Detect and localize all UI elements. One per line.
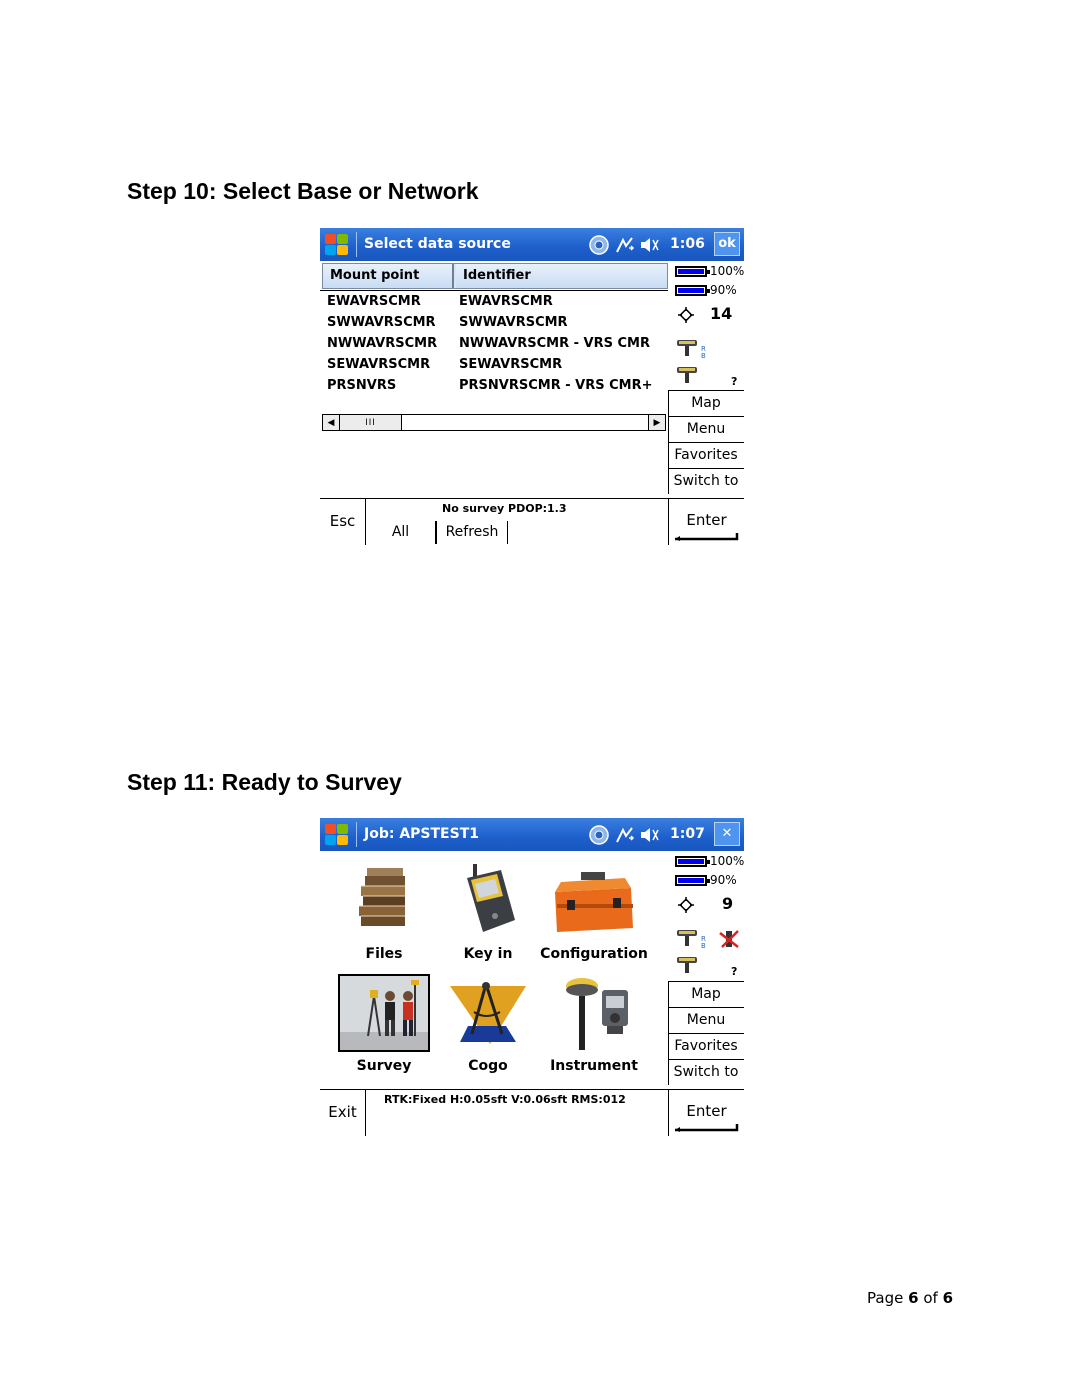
surveyors-icon <box>340 976 428 1050</box>
enter-label: Enter <box>686 1102 727 1120</box>
unknown-status: ? <box>731 375 738 388</box>
clock: 1:07 <box>670 826 705 842</box>
exit-button[interactable]: Exit <box>320 1090 366 1136</box>
receiver-icon[interactable] <box>676 929 698 947</box>
bottom-bar <box>320 1089 744 1135</box>
cogo-label: Cogo <box>468 1058 508 1074</box>
bottom-bar <box>320 498 744 544</box>
identifier-cell: EWAVRSCMR <box>459 294 553 309</box>
instrument-icon <box>552 974 636 1052</box>
table-row[interactable] <box>320 376 668 397</box>
battery-level-2: 90% <box>710 873 737 887</box>
step-10-heading: Step 10: Select Base or Network <box>127 178 479 204</box>
job-main-screen <box>320 818 744 1136</box>
page-number <box>867 1289 953 1307</box>
enter-arrow-icon <box>675 1124 739 1132</box>
cogo-app[interactable] <box>438 972 538 1082</box>
clock: 1:06 <box>670 236 705 252</box>
table-header <box>322 263 668 289</box>
satellite-count: 9 <box>722 894 734 913</box>
rtk-status: RTK:Fixed H:0.05sft V:0.06sft RMS:012 <box>384 1093 626 1106</box>
battery-icon <box>675 266 707 277</box>
battery-level-1: 100% <box>710 854 744 868</box>
close-button[interactable]: ✕ <box>714 822 740 846</box>
identifier-cell: PRSNVRSCMR - VRS CMR+ <box>459 378 653 393</box>
files-label: Files <box>365 946 403 962</box>
menu-button[interactable]: Menu <box>668 416 744 442</box>
scroll-right-icon[interactable]: ▶ <box>648 415 665 430</box>
battery-level-1: 100% <box>710 264 744 278</box>
toolbox-icon <box>551 870 637 934</box>
favorites-button[interactable]: Favorites <box>668 442 744 468</box>
mount-point-cell: PRSNVRS <box>327 378 397 393</box>
window-title: Job: APSTEST1 <box>364 826 479 842</box>
volume-icon[interactable] <box>638 234 660 256</box>
window-title: Select data source <box>364 236 511 252</box>
no-link-icon[interactable] <box>718 927 740 949</box>
identifier-cell: SWWAVRSCMR <box>459 315 568 330</box>
scroll-thumb[interactable]: III <box>340 415 402 430</box>
receiver-icon[interactable] <box>676 366 698 384</box>
table-row[interactable] <box>320 355 668 376</box>
configuration-app[interactable] <box>538 858 650 968</box>
map-button[interactable]: Map <box>668 981 744 1007</box>
survey-label: Survey <box>356 1058 412 1074</box>
configuration-label: Configuration <box>540 946 648 962</box>
table-row[interactable] <box>320 313 668 334</box>
instrument-app[interactable] <box>538 972 650 1082</box>
battery-icon <box>675 856 707 867</box>
connectivity-icon[interactable] <box>614 234 636 256</box>
radio-base-indicator: R B <box>701 345 706 360</box>
enter-arrow-icon <box>675 533 739 541</box>
menu-button[interactable]: Menu <box>668 1007 744 1033</box>
page-mid: of <box>918 1289 943 1307</box>
table-row[interactable] <box>320 292 668 313</box>
page-prefix: Page <box>867 1289 909 1307</box>
esc-button[interactable]: Esc <box>320 499 366 545</box>
identifier-cell: SEWAVRSCMR <box>459 357 563 372</box>
title-bar <box>320 818 744 851</box>
battery-icon <box>675 285 707 296</box>
favorites-button[interactable]: Favorites <box>668 1033 744 1059</box>
table-row[interactable] <box>320 334 668 355</box>
receiver-icon[interactable] <box>676 956 698 974</box>
page-current: 6 <box>908 1289 919 1307</box>
battery-icon <box>675 875 707 886</box>
unknown-status: ? <box>731 965 738 978</box>
column-header-mount-point[interactable]: Mount point <box>323 264 454 288</box>
battery-level-2: 90% <box>710 283 737 297</box>
radio-base-indicator: R B <box>701 935 706 950</box>
mount-point-cell: NWWAVRSCMR <box>327 336 438 351</box>
controller-icon <box>453 860 523 936</box>
mount-point-cell: SEWAVRSCMR <box>327 357 431 372</box>
enter-label: Enter <box>686 511 727 529</box>
refresh-tab[interactable]: Refresh <box>436 521 508 544</box>
survey-status: No survey PDOP:1.3 <box>442 502 567 515</box>
receiver-icon[interactable] <box>676 339 698 357</box>
step-11-heading: Step 11: Ready to Survey <box>127 769 402 795</box>
enter-button[interactable] <box>668 1090 744 1136</box>
page-total: 6 <box>942 1289 953 1307</box>
enter-button[interactable] <box>668 499 744 545</box>
column-header-identifier[interactable]: Identifier <box>456 264 667 288</box>
satellite-icon[interactable] <box>676 305 696 325</box>
volume-icon[interactable] <box>638 824 660 846</box>
windows-start-icon[interactable] <box>323 233 349 257</box>
select-data-source-screen <box>320 228 744 545</box>
all-tab[interactable]: All <box>366 521 436 544</box>
switch-to-button[interactable]: Switch to <box>668 468 744 494</box>
ok-button[interactable]: ok <box>714 232 740 256</box>
compass-icon <box>446 976 530 1050</box>
instrument-label: Instrument <box>550 1058 638 1074</box>
horizontal-scrollbar[interactable] <box>322 414 666 431</box>
key-in-label: Key in <box>463 946 513 962</box>
identifier-cell: NWWAVRSCMR - VRS CMR <box>459 336 650 351</box>
scroll-left-icon[interactable]: ◀ <box>323 415 340 430</box>
mount-point-cell: EWAVRSCMR <box>327 294 421 309</box>
windows-start-icon[interactable] <box>323 823 349 847</box>
key-in-app[interactable] <box>438 858 538 968</box>
connectivity-icon[interactable] <box>614 824 636 846</box>
satellite-icon[interactable] <box>676 895 696 915</box>
survey-selected-frame <box>338 974 430 1052</box>
switch-to-button[interactable]: Switch to <box>668 1059 744 1085</box>
sync-icon[interactable] <box>588 234 610 256</box>
books-icon <box>349 864 419 934</box>
sync-icon[interactable] <box>588 824 610 846</box>
files-app[interactable] <box>334 858 434 968</box>
survey-app[interactable] <box>334 972 434 1082</box>
mount-point-cell: SWWAVRSCMR <box>327 315 436 330</box>
satellite-count: 14 <box>710 304 733 323</box>
title-bar <box>320 228 744 261</box>
map-button[interactable]: Map <box>668 390 744 416</box>
